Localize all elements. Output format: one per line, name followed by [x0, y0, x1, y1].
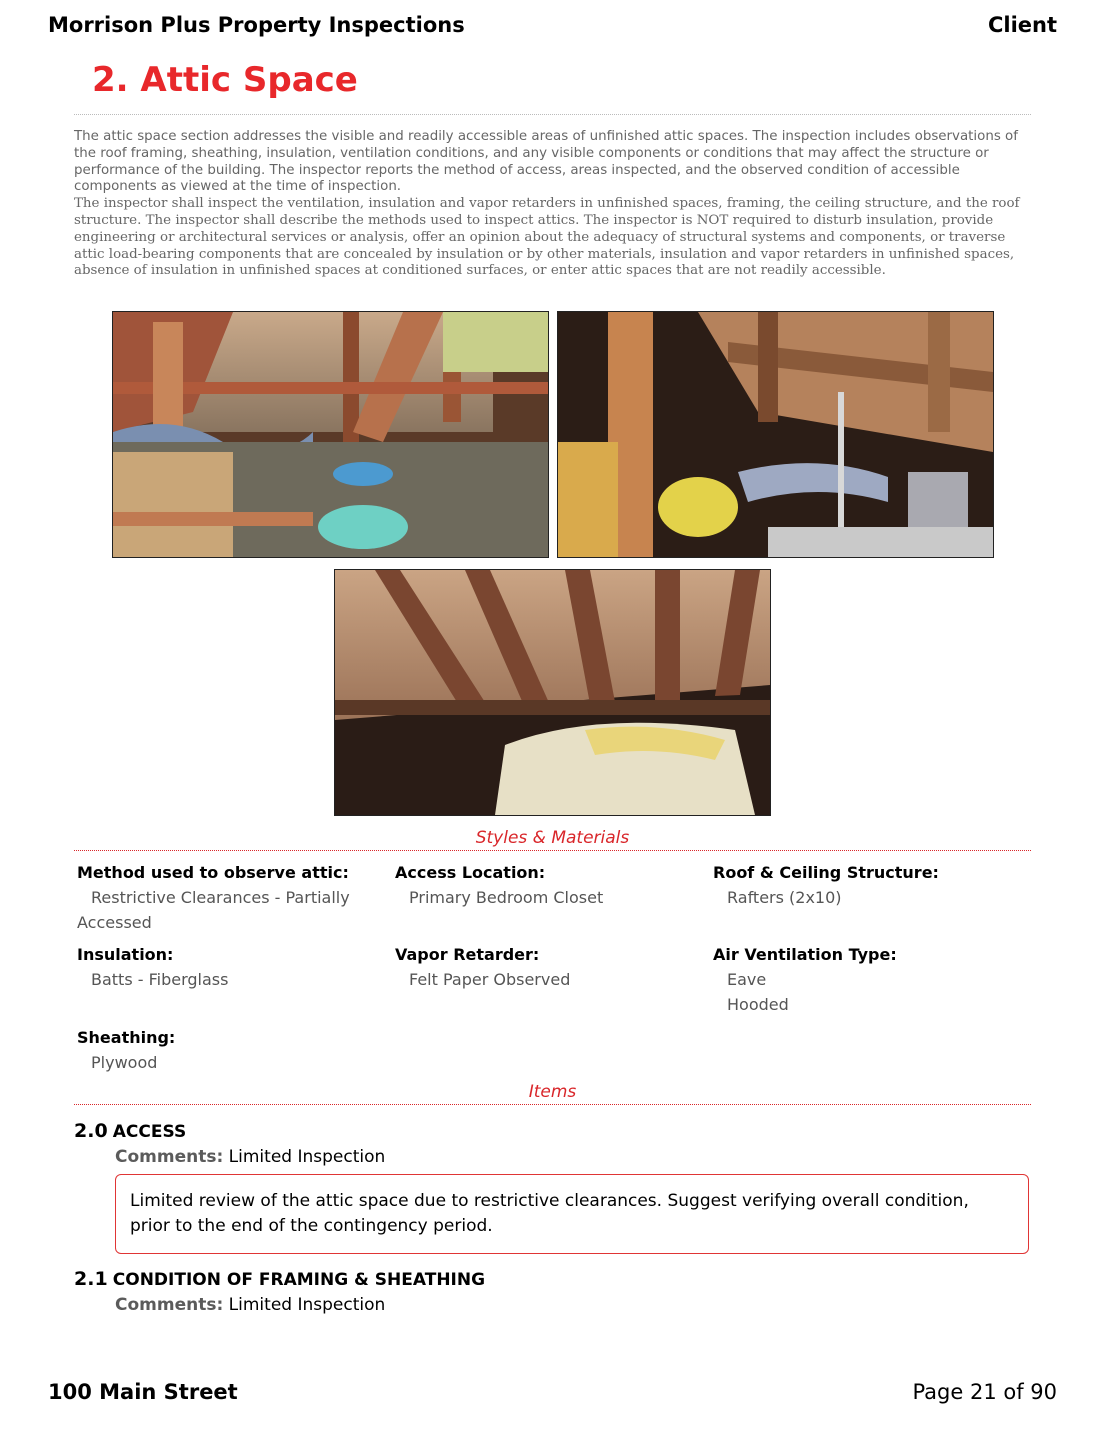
item-title: ACCESS: [112, 1122, 187, 1142]
field-value: Primary Bedroom Closet: [409, 888, 604, 907]
company-name: Morrison Plus Property Inspections: [48, 13, 465, 37]
field-label: Access Location:: [395, 863, 546, 882]
title-divider: [74, 114, 1031, 115]
comments-label: Comments:: [115, 1147, 224, 1167]
attic-photo-2[interactable]: [557, 311, 994, 558]
field-roof-ceiling-structure: [713, 860, 1013, 910]
item-2-1-header: [74, 1268, 485, 1290]
field-value: Restrictive Clearances - Partially Accessed: [77, 888, 350, 932]
footer-page-number: Page 21 of 90: [912, 1380, 1057, 1404]
styles-materials-divider: [74, 850, 1031, 851]
field-label: Air Ventilation Type:: [713, 945, 897, 964]
item-2-0-comments: [115, 1147, 385, 1167]
footer-address: 100 Main Street: [48, 1380, 238, 1404]
field-label: Vapor Retarder:: [395, 945, 540, 964]
item-2-0-header: [74, 1120, 186, 1142]
items-divider: [74, 1104, 1031, 1105]
field-value: Rafters (2x10): [727, 888, 842, 907]
field-sheathing: [77, 1025, 377, 1075]
section-intro: [74, 129, 1034, 280]
comments-value: Limited Inspection: [228, 1295, 386, 1315]
field-access-location: [395, 860, 695, 910]
item-2-1-comments: [115, 1295, 385, 1315]
field-method-observe-attic: [77, 860, 377, 935]
attic-photo-3[interactable]: [334, 569, 771, 816]
item-number: 2.0: [74, 1120, 108, 1142]
attic-photo-1[interactable]: [112, 311, 549, 558]
field-value: Felt Paper Observed: [409, 970, 571, 989]
section-title: 2. Attic Space: [92, 60, 358, 100]
field-label: Roof & Ceiling Structure:: [713, 863, 939, 882]
field-value: Plywood: [91, 1053, 158, 1072]
field-label: Sheathing:: [77, 1028, 176, 1047]
item-number: 2.1: [74, 1268, 108, 1290]
field-label: Insulation:: [77, 945, 174, 964]
intro-paragraph-2: The inspector shall inspect the ventilation, insulation and vapor retarders in unfinished spaces, framing, the ceiling structure, and the roof structure. The inspector shall describe the methods used to inspect attics. The inspector is NOT required to disturb insulation, provide engineering or architectural services or analysis, offer an opinion about the adequacy of structural systems and components, or traverse attic load-bearing components that are concealed by insulation or by other materials, insulation and vapor retarders in unfinished spaces, absence of insulation in unfinished spaces at conditioned surfaces, or enter attic spaces that are not readily accessible.: [74, 196, 1020, 279]
field-value: Hooded: [727, 995, 789, 1014]
field-insulation: [77, 942, 377, 992]
intro-paragraph-1: The attic space section addresses the visible and readily accessible areas of unfinished attic spaces. The inspection includes observations of the roof framing, sheathing, insulation, ventilation conditions, and any visible components or conditions that may affect the structure or performance of the building. The inspector reports the method of access, areas inspected, and the observed condition of accessible components as viewed at the time of inspection.: [74, 129, 1018, 195]
client-label: Client: [987, 13, 1057, 37]
field-label: Method used to observe attic:: [77, 863, 349, 882]
field-air-ventilation-type: [713, 942, 1013, 1017]
styles-materials-heading: Styles & Materials: [475, 828, 630, 848]
field-value: Batts - Fiberglass: [91, 970, 229, 989]
item-title: CONDITION OF FRAMING & SHEATHING: [112, 1270, 486, 1290]
field-value: Eave: [727, 970, 767, 989]
comments-value: Limited Inspection: [228, 1147, 386, 1167]
item-2-0-note: Limited review of the attic space due to restrictive clearances. Suggest verifying overall condition, prior to the end of the contingency period.: [115, 1174, 1029, 1254]
field-vapor-retarder: [395, 942, 695, 992]
items-heading: Items: [528, 1082, 577, 1102]
comments-label: Comments:: [115, 1295, 224, 1315]
